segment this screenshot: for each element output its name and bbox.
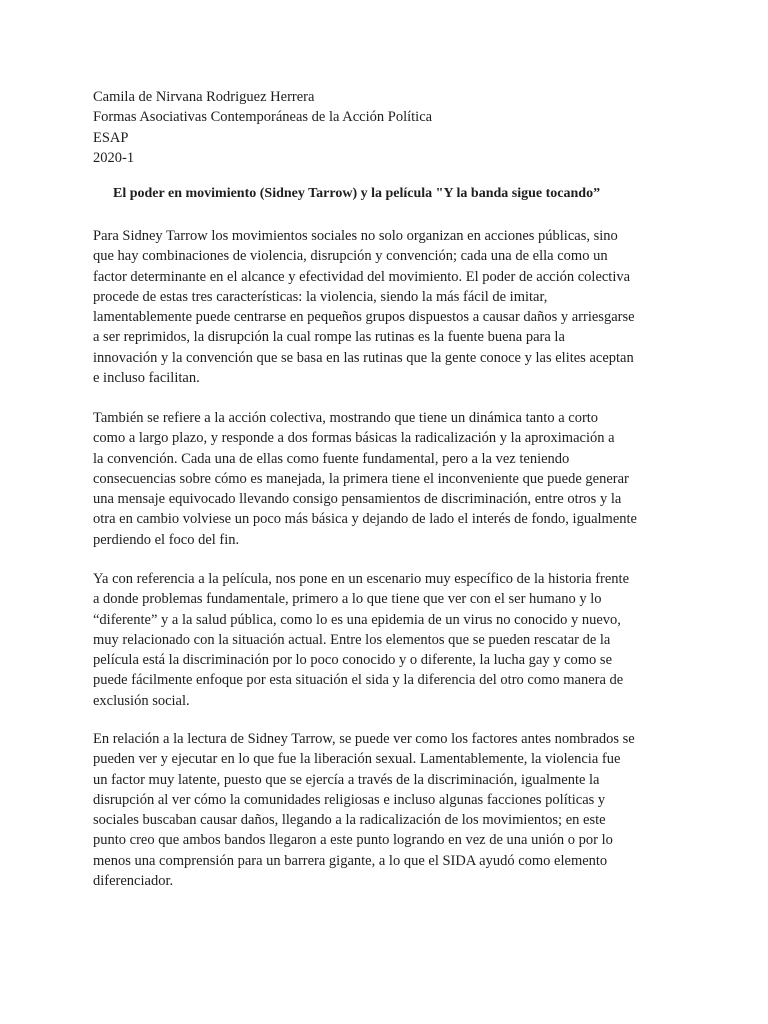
paragraph-line: sociales buscaban causar daños, llegando a la radicalización de los movimientos; en este <box>93 812 606 829</box>
paragraph-line: pueden ver y ejecutar en lo que fue la liberación sexual. Lamentablemente, la violencia fue <box>93 751 621 768</box>
paragraph <box>93 408 637 550</box>
paragraph-line: puede fácilmente enfoque por esta situación el sida y la diferencia del otro como manera de <box>93 672 624 689</box>
paragraph-line: disrupción al ver cómo la comunidades religiosas e incluso algunas facciones políticas y <box>93 791 606 808</box>
paragraph-line: “diferente” y a la salud pública, como lo es una epidemia de un virus no conocido y nuevo, <box>93 611 621 628</box>
paragraph-line: Ya con referencia a la película, nos pone en un escenario muy específico de la historia frente <box>93 571 630 587</box>
institution-name: ESAP <box>93 129 129 146</box>
author-name: Camila de Nirvana Rodriguez Herrera <box>93 89 315 105</box>
paragraph <box>93 226 635 388</box>
academic-period: 2020-1 <box>93 149 135 166</box>
paragraph-line: innovación y la convención que se basa en las rutinas que la gente conoce y las elites aceptan <box>93 349 634 366</box>
paragraph-line: la convención. Cada una de ellas como fuente fundamental, pero a la vez teniendo <box>93 450 570 467</box>
paragraph-line: una mensaje equivocado llevando consigo pensamientos de discriminación, entre otros y la <box>93 491 622 508</box>
paragraph-line: película está la discriminación por lo poco conocido y o diferente, la lucha gay y como se <box>93 652 613 669</box>
paragraph-line: consecuencias sobre cómo es manejada, la primera tiene el inconveniente que puede generar <box>93 470 629 487</box>
course-name: Formas Asociativas Contemporáneas de la Acción Política <box>93 109 433 126</box>
paragraph-line: lamentablemente puede centrarse en pequeños grupos dispuestos a causar daños y arriesgarse <box>93 309 635 326</box>
paragraph-line: un factor muy latente, puesto que se ejercía a través de la discriminación, igualmente la <box>93 771 600 788</box>
paragraph-line: punto creo que ambos bandos llegaron a este punto logrando en vez de una unión o por lo <box>93 832 613 849</box>
paragraph-line: que hay combinaciones de violencia, disrupción y convención; cada una de ella como un <box>93 248 608 265</box>
paragraph-line: e incluso facilitan. <box>93 370 200 387</box>
paragraph <box>93 729 635 891</box>
paragraph-line: procede de estas tres características: la violencia, siendo la más fácil de imitar, <box>93 288 548 305</box>
document-title: El poder en movimiento (Sidney Tarrow) y la película "Y la banda sigue tocando” <box>113 186 601 201</box>
paragraph-line: factor determinante en el alcance y efectividad del movimiento. El poder de acción colectiva <box>93 268 631 285</box>
paragraph-line: En relación a la lectura de Sidney Tarrow, se puede ver como los factores antes nombrados se <box>93 731 635 747</box>
paragraph-line: exclusión social. <box>93 692 190 709</box>
document-header <box>93 87 432 168</box>
paragraph-line: También se refiere a la acción colectiva, mostrando que tiene un dinámica tanto a corto <box>93 410 599 426</box>
paragraph-line: muy relacionado con la situación actual. Entre los elementos que se pueden rescatar de la <box>93 631 611 648</box>
paragraph-line: diferenciador. <box>93 873 174 890</box>
paragraph-line: Para Sidney Tarrow los movimientos sociales no solo organizan en acciones públicas, sino <box>93 228 618 244</box>
paragraph-line: otra en cambio volviese un poco más básica y dejando de lado el interés de fondo, igualmente <box>93 511 637 528</box>
paragraph-line: a ser reprimidos, la disrupción la cual rompe las rutinas es la fuente buena para la <box>93 329 565 346</box>
paragraph-line: como a largo plazo, y responde a dos formas básicas la radicalización y la aproximación a <box>93 430 615 447</box>
paragraph-line: perdiendo el foco del fin. <box>93 531 240 548</box>
paragraph-line: menos una comprensión para un barrera gigante, a lo que el SIDA ayudó como elemento <box>93 852 608 869</box>
paragraph <box>93 569 629 711</box>
paragraph-line: a donde problemas fundamentale, primero a lo que tiene que ver con el ser humano y lo <box>93 591 602 608</box>
